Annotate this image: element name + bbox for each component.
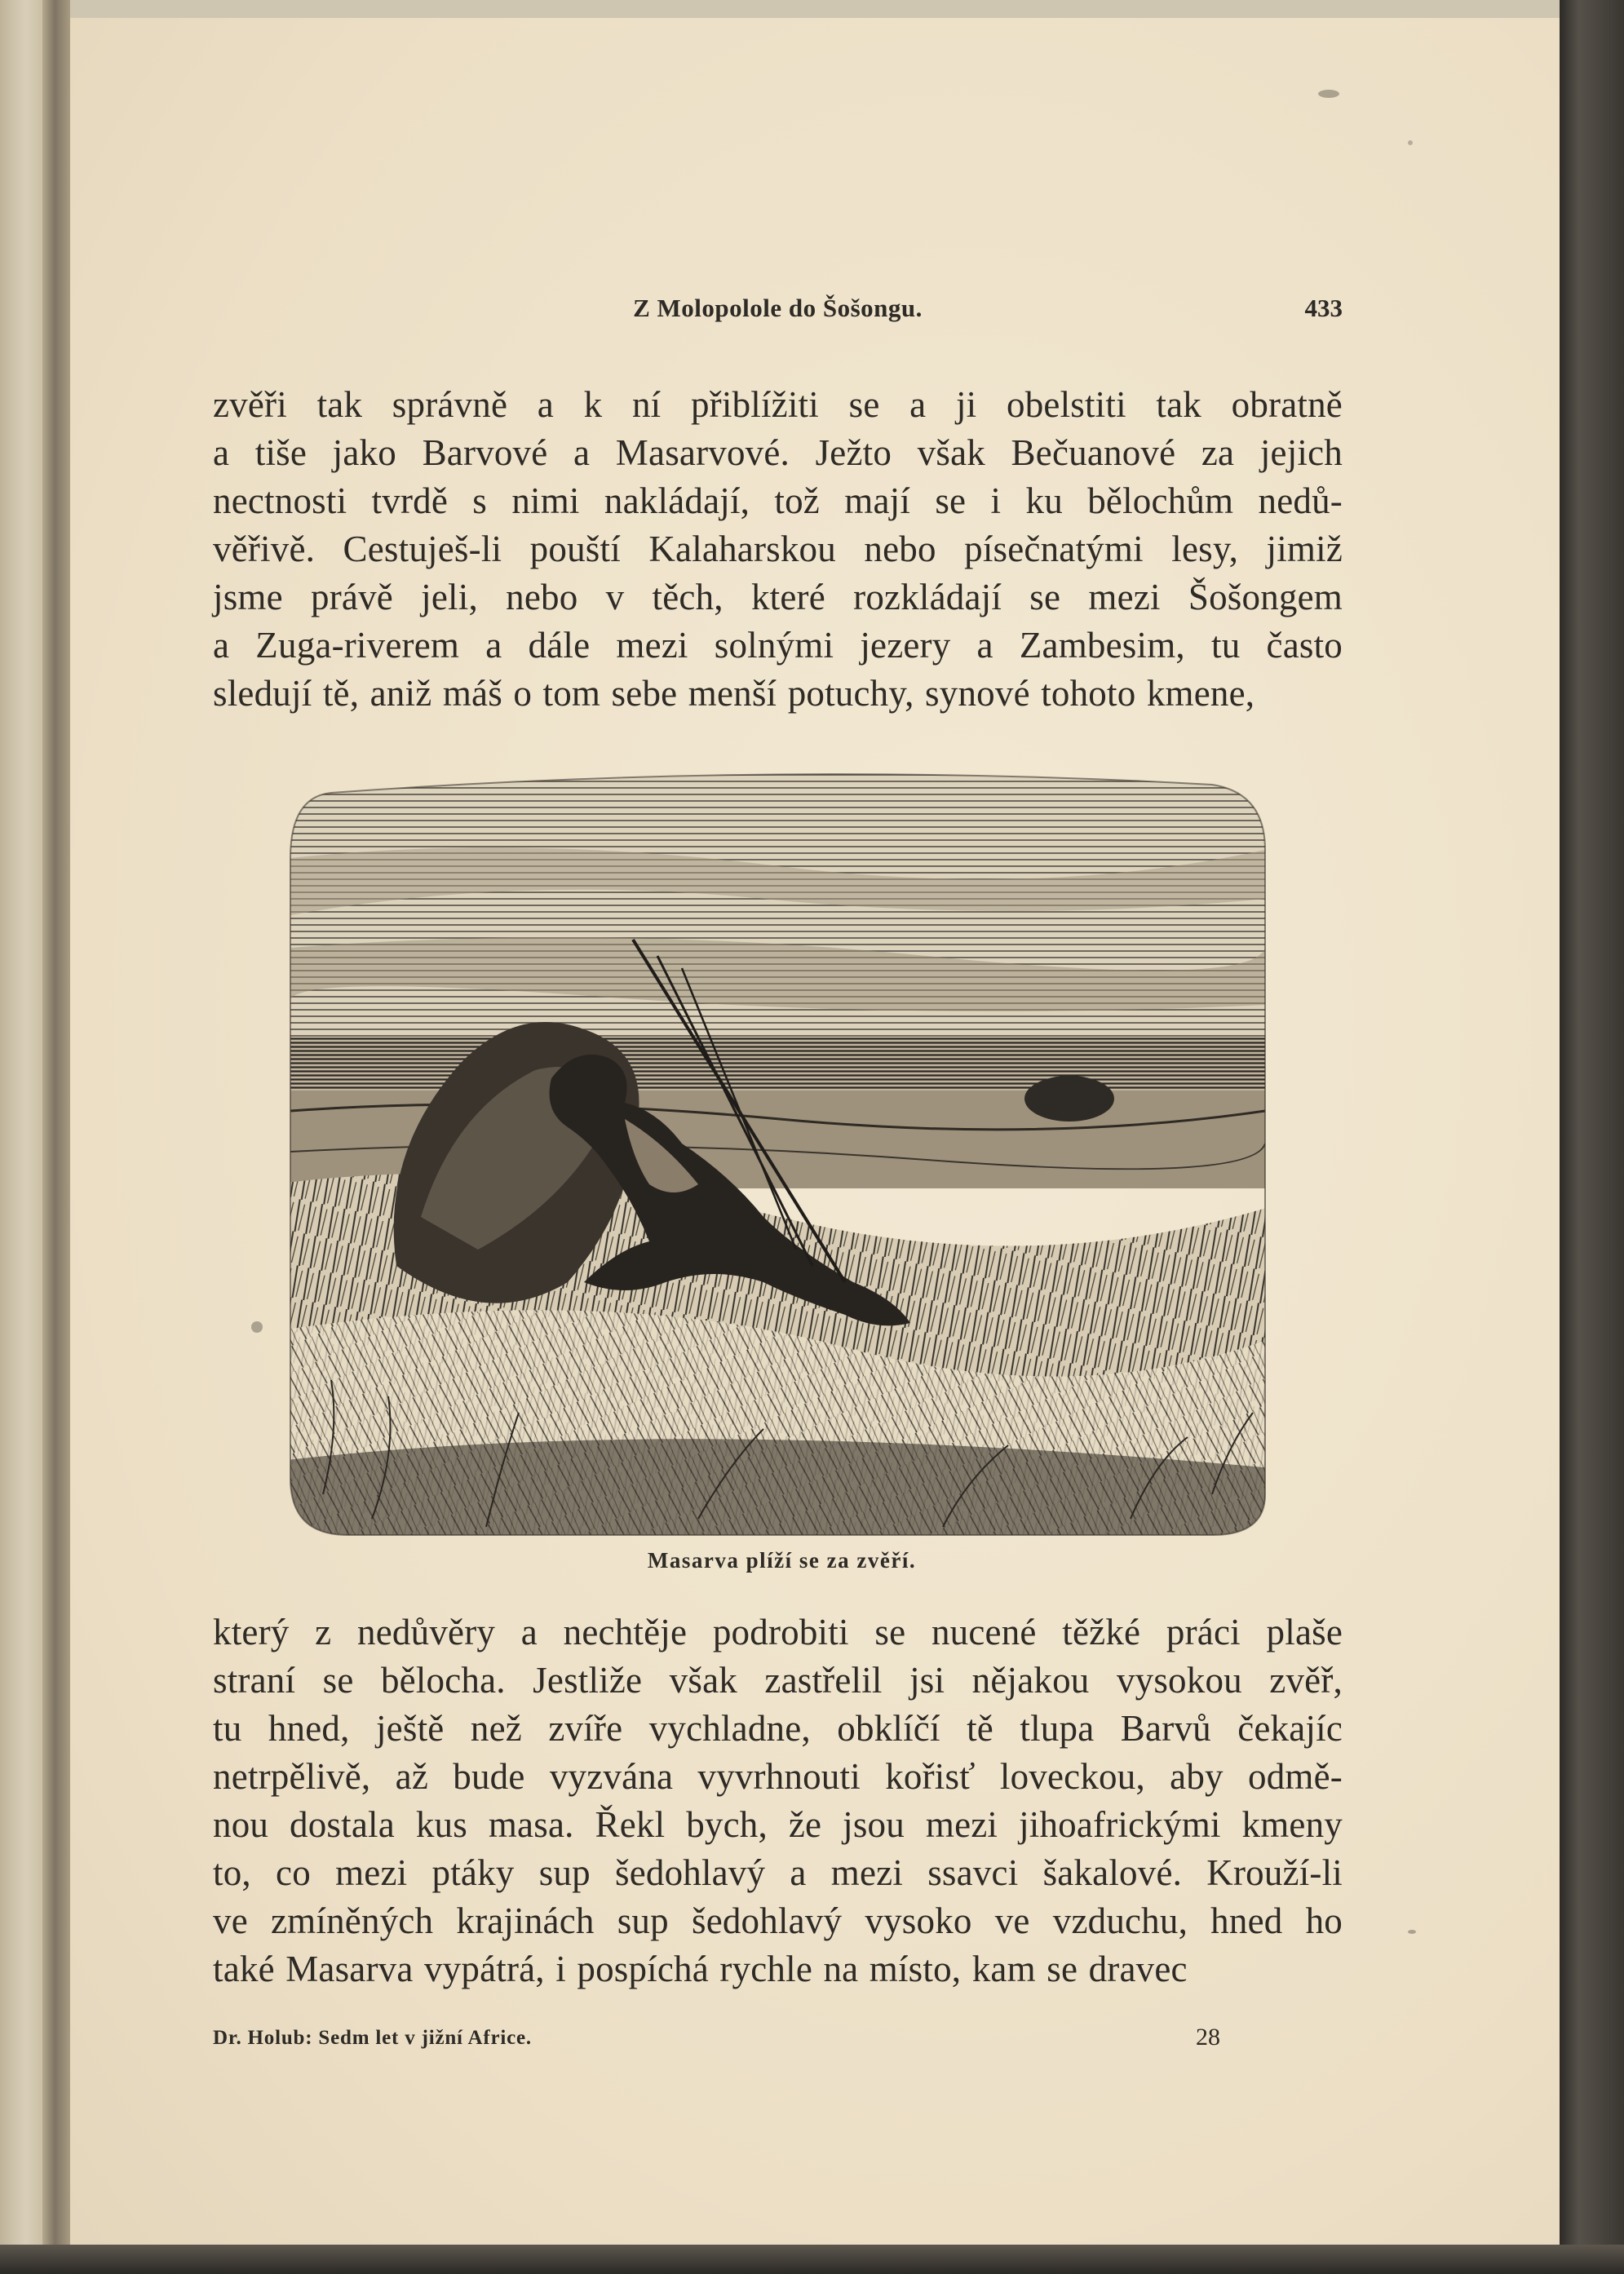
text-line: to, co mezi ptáky sup šedohlavý a mezi ssavci šakalové. Krouží-li (213, 1852, 1343, 1893)
text-line: jsme právě jeli, nebo v těch, které rozkládají se mezi Šošongem (213, 577, 1343, 617)
paragraph-bottom (213, 1608, 1343, 1993)
paragraph-top (213, 381, 1343, 718)
text-line: také Masarva vypátrá, i pospíchá rychle na místo, kam se dravec (213, 1949, 1188, 1989)
signature-line: Dr. Holub: Sedm let v jižní Africe. (213, 2027, 532, 2049)
paper-speck (1318, 90, 1339, 98)
text-line: věřivě. Cestuješ-li pouští Kalaharskou nebo písečnatými lesy, jimiž (213, 529, 1343, 569)
text-line: sledují tě, aniž máš o tom sebe menší potuchy, synové tohoto kmene, (213, 673, 1255, 714)
left-page-edge (0, 0, 42, 2274)
paper-speck (1408, 140, 1413, 145)
text-line: a tiše jako Barvové a Masarvové. Ježto však Bečuanové za jejich (213, 432, 1343, 473)
book-gutter (42, 0, 70, 2274)
running-head (213, 279, 1343, 328)
text-line: a Zuga-riverem a dále mezi solnými jezery a Zambesim, tu často (213, 625, 1343, 666)
book-cover-board (1560, 0, 1624, 2274)
paper-speck (251, 1321, 263, 1333)
paper-speck (1408, 1930, 1416, 1934)
text-line: který z nedůvěry a nechtěje podrobiti se nucené těžké práci plaše (213, 1612, 1343, 1652)
page-number: 433 (1304, 294, 1343, 322)
text-line: netrpělivě, až bude vyzvána vyvrhnouti kořisť loveckou, aby odmě- (213, 1756, 1343, 1797)
illustration-figure (274, 760, 1290, 1576)
page-footer (213, 2020, 1343, 2061)
scan-bottom-edge (0, 2245, 1624, 2274)
book-page (70, 18, 1560, 2245)
text-line: zvěři tak správně a k ní přiblížiti se a ji obelstiti tak obratně (213, 384, 1343, 425)
chapter-running-title: Z Molopolole do Šošongu. (633, 294, 923, 322)
text-line: tu hned, ještě než zvíře vychladne, obklíčí tě tlupa Barvů čekajíc (213, 1708, 1343, 1749)
sheet-number: 28 (1196, 2024, 1220, 2051)
text-line: straní se bělocha. Jestliže však zastřelil jsi nějakou vysokou zvěř, (213, 1660, 1343, 1701)
engraving-illustration (274, 760, 1290, 1543)
figure-caption: Masarva plíží se za zvěří. (647, 1548, 917, 1573)
text-line: nou dostala kus masa. Řekl bych, že jsou mezi jihoafrickými kmeny (213, 1804, 1343, 1845)
text-line: ve zmíněných krajinách sup šedohlavý vysoko ve vzduchu, hned ho (213, 1900, 1343, 1941)
text-line: nectnosti tvrdě s nimi nakládají, tož mají se i ku bělochům nedů- (213, 480, 1343, 521)
